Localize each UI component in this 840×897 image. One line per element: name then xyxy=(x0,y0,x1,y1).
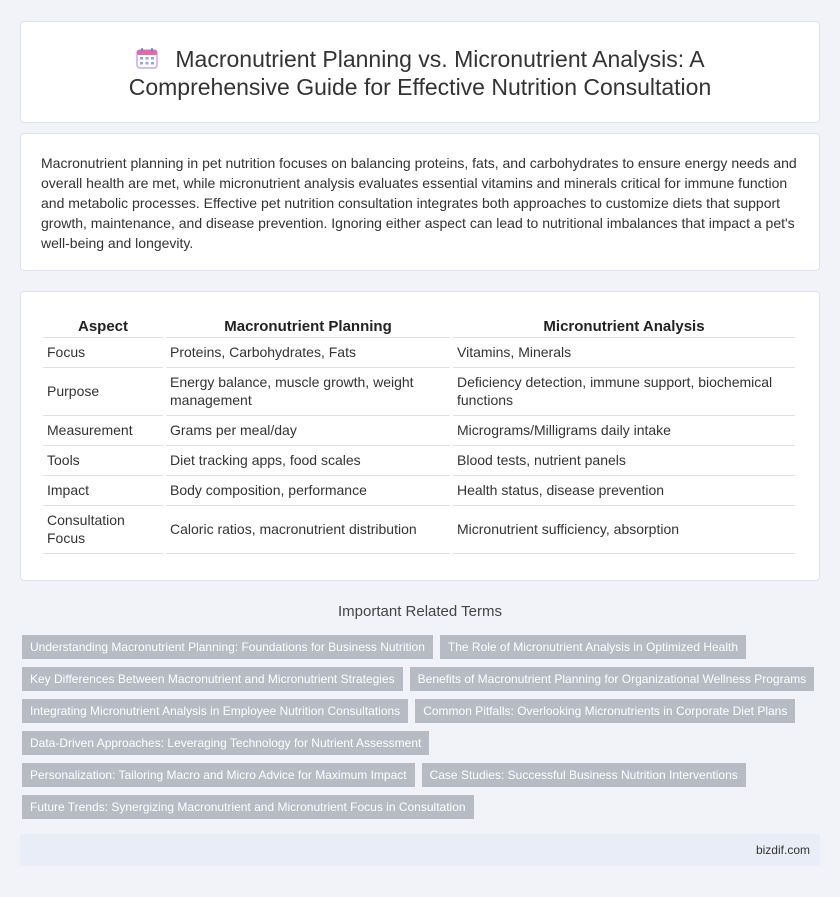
table-cell: Grams per meal/day xyxy=(166,416,450,446)
table-cell: Health status, disease prevention xyxy=(453,476,795,506)
table-cell: Consultation Focus xyxy=(43,506,163,554)
table-row xyxy=(43,338,795,368)
table-cell: Purpose xyxy=(43,368,163,416)
related-term-link[interactable]: Understanding Macronutrient Planning: Foundations for Business Nutrition xyxy=(22,635,433,659)
related-term-link[interactable]: Future Trends: Synergizing Macronutrient and Micronutrient Focus in Consultation xyxy=(22,795,474,819)
table-cell: Proteins, Carbohydrates, Fats xyxy=(166,338,450,368)
related-terms-title: Important Related Terms xyxy=(338,603,502,620)
header-micronutrient: Micronutrient Analysis xyxy=(453,312,795,338)
table-cell: Micronutrient sufficiency, absorption xyxy=(453,506,795,554)
table-cell: Focus xyxy=(43,338,163,368)
tag-row xyxy=(22,699,822,723)
table-cell: Energy balance, muscle growth, weight management xyxy=(166,368,450,416)
related-term-link[interactable]: Key Differences Between Macronutrient and Micronutrient Strategies xyxy=(22,667,403,691)
tag-row xyxy=(22,667,822,691)
table-cell: Blood tests, nutrient panels xyxy=(453,446,795,476)
table-row xyxy=(43,446,795,476)
table-row xyxy=(43,368,795,416)
header-macronutrient: Macronutrient Planning xyxy=(166,312,450,338)
table-row xyxy=(43,416,795,446)
table-header-row xyxy=(43,312,795,338)
related-terms-list xyxy=(22,635,822,827)
footer xyxy=(20,834,820,866)
related-term-link[interactable]: Integrating Micronutrient Analysis in Employee Nutrition Consultations xyxy=(22,699,408,723)
related-term-link[interactable]: Case Studies: Successful Business Nutrition Interventions xyxy=(422,763,746,787)
related-term-link[interactable]: Benefits of Macronutrient Planning for Organizational Wellness Programs xyxy=(410,667,815,691)
table-cell: Tools xyxy=(43,446,163,476)
table-cell: Vitamins, Minerals xyxy=(453,338,795,368)
title-line-1: Macronutrient Planning vs. Micronutrient Analysis: A xyxy=(175,46,705,72)
tag-row xyxy=(22,763,822,787)
table-cell: Body composition, performance xyxy=(166,476,450,506)
table-cell: Impact xyxy=(43,476,163,506)
table-row xyxy=(43,476,795,506)
table-cell: Micrograms/Milligrams daily intake xyxy=(453,416,795,446)
related-term-link[interactable]: Common Pitfalls: Overlooking Micronutrients in Corporate Diet Plans xyxy=(415,699,795,723)
tag-row xyxy=(22,731,822,755)
table-cell: Deficiency detection, immune support, biochemical functions xyxy=(453,368,795,416)
table-cell: Caloric ratios, macronutrient distribution xyxy=(166,506,450,554)
tag-row xyxy=(22,795,822,819)
comparison-table-card xyxy=(20,291,820,581)
related-term-link[interactable]: The Role of Micronutrient Analysis in Optimized Health xyxy=(440,635,746,659)
table-cell: Diet tracking apps, food scales xyxy=(166,446,450,476)
header-aspect: Aspect xyxy=(43,312,163,338)
page-title xyxy=(21,45,819,73)
table-row xyxy=(43,506,795,554)
title-card xyxy=(20,21,820,123)
table-cell: Measurement xyxy=(43,416,163,446)
calendar-icon xyxy=(135,46,159,70)
related-term-link[interactable]: Data-Driven Approaches: Leveraging Technology for Nutrient Assessment xyxy=(22,731,429,755)
footer-site-link[interactable]: bizdif.com xyxy=(755,843,810,857)
title-line-2: Comprehensive Guide for Effective Nutrition Consultation xyxy=(128,74,712,100)
related-term-link[interactable]: Personalization: Tailoring Macro and Micro Advice for Maximum Impact xyxy=(22,763,415,787)
intro-text: Macronutrient planning in pet nutrition focuses on balancing proteins, fats, and carbohydrates to ensure energy needs and overall health are met, while micronutrient analysis evaluates essential vitamins and minerals critical for immune function and metabolic processes. Effective pet nutrition consultation integrates both approaches to customize diets that support growth, maintenance, and disease prevention. Ignoring either aspect can lead to nutritional imbalances that impact a pet's well-being and longevity. xyxy=(41,155,797,251)
tag-row xyxy=(22,635,822,659)
intro-card xyxy=(20,133,820,271)
comparison-table xyxy=(40,312,798,554)
